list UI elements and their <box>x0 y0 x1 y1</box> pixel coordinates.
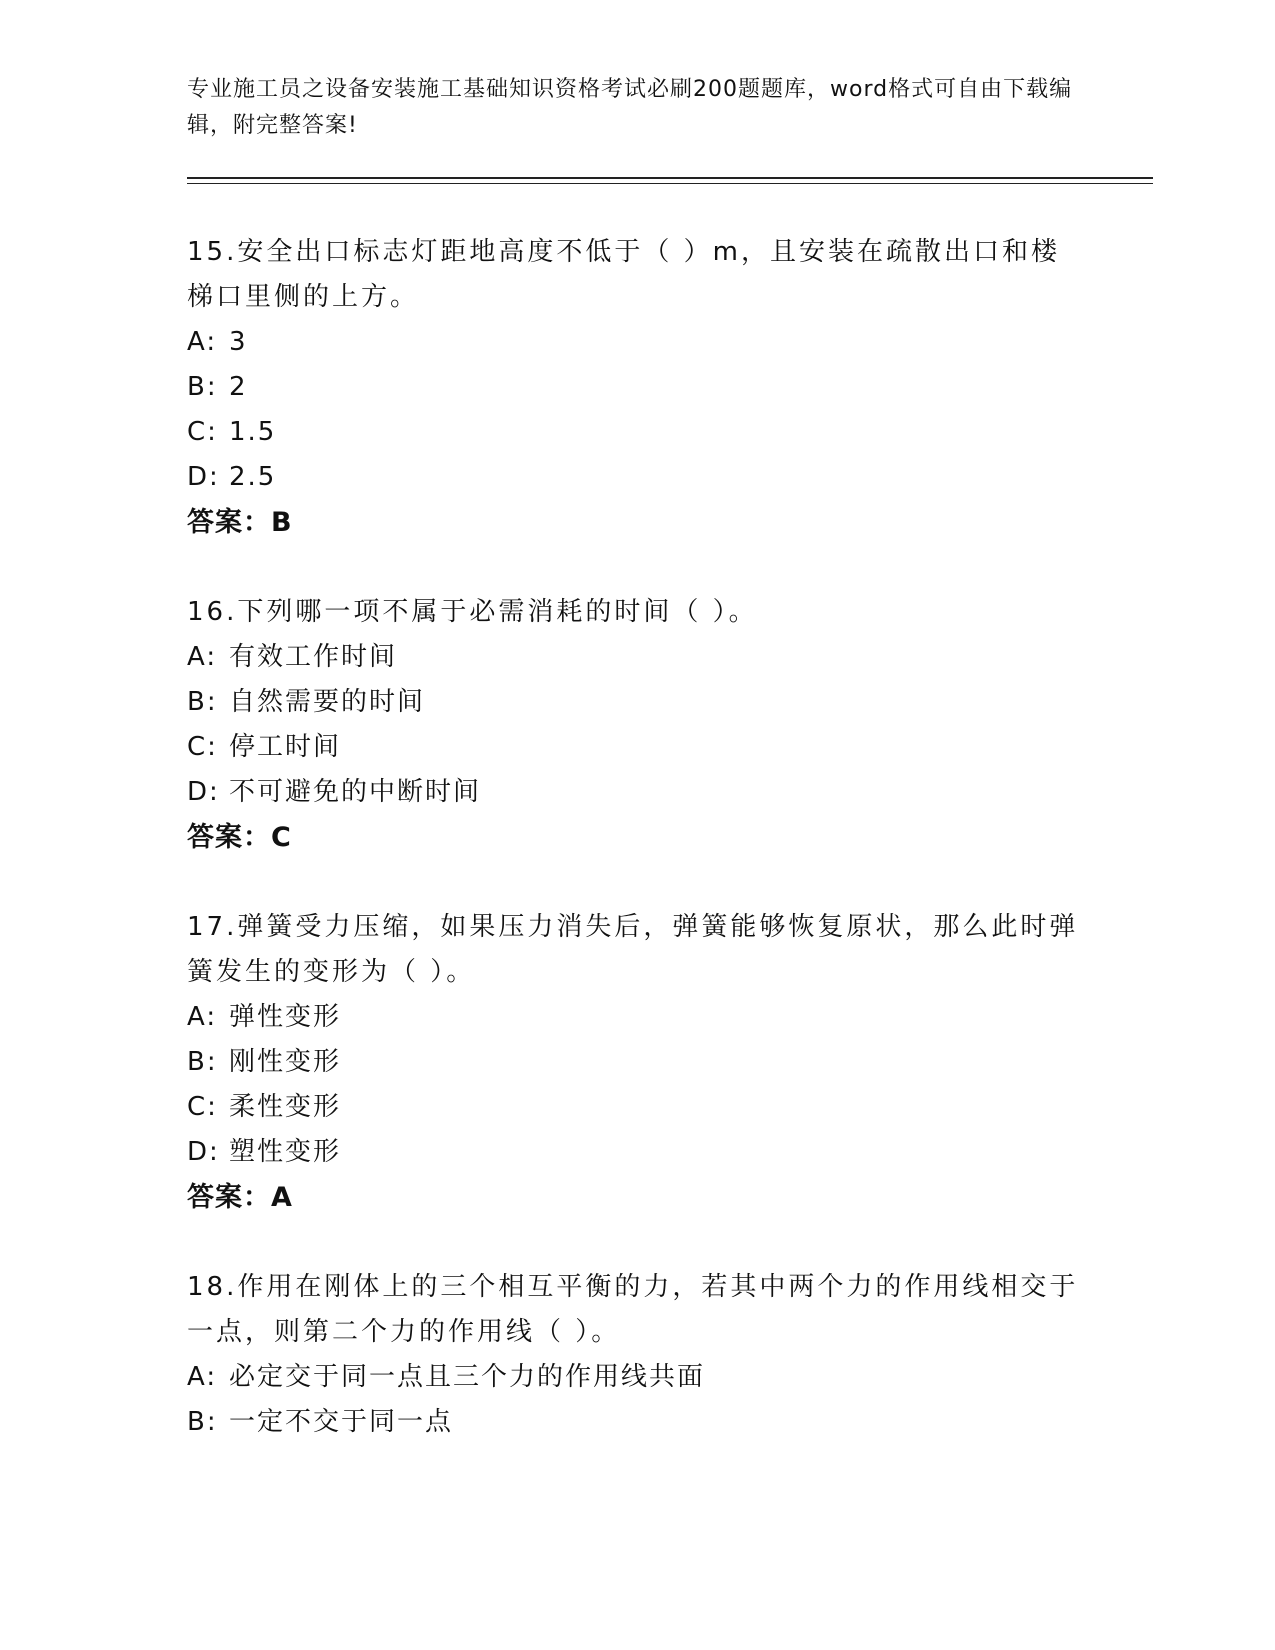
option-d <box>187 1130 1087 1175</box>
option-text: 3 <box>229 327 248 357</box>
option-letter: D: <box>187 777 220 807</box>
option-text: 刚性变形 <box>229 1047 342 1077</box>
question-text: 15.安全出口标志灯距地高度不低于（ ）m，且安装在疏散出口和楼梯口里侧的上方。 <box>187 237 1060 312</box>
option-c <box>187 410 1087 455</box>
option-a <box>187 995 1087 1040</box>
option-text: 弹性变形 <box>229 1002 342 1032</box>
option-text: 有效工作时间 <box>229 642 398 672</box>
option-a <box>187 320 1087 365</box>
option-text: 停工时间 <box>229 732 342 762</box>
option-a <box>187 1355 1087 1400</box>
question-18 <box>187 1265 1087 1445</box>
question-15 <box>187 230 1087 546</box>
option-a <box>187 635 1087 680</box>
option-letter: B: <box>187 372 218 402</box>
answer: 答案：A <box>187 1182 293 1213</box>
option-letter: B: <box>187 687 218 717</box>
option-letter: C: <box>187 1092 218 1122</box>
option-b <box>187 680 1087 725</box>
option-d <box>187 455 1087 500</box>
option-text: 2 <box>229 372 248 402</box>
option-b <box>187 365 1087 410</box>
option-letter: C: <box>187 417 218 447</box>
answer: 答案：C <box>187 822 292 853</box>
header-rule-thick <box>187 177 1153 179</box>
header-rule-thin <box>187 183 1153 184</box>
answer: 答案：B <box>187 507 293 538</box>
option-text: 必定交于同一点且三个力的作用线共面 <box>229 1362 706 1392</box>
option-letter: D: <box>187 1137 220 1167</box>
question-16 <box>187 590 1087 861</box>
option-c <box>187 725 1087 770</box>
option-text: 一定不交于同一点 <box>229 1407 454 1437</box>
question-list <box>187 230 1087 1489</box>
document-header: 专业施工员之设备安装施工基础知识资格考试必刷200题题库，word格式可自由下载编辑，附完整答案! <box>187 77 1073 138</box>
option-letter: A: <box>187 1362 218 1392</box>
option-text: 自然需要的时间 <box>229 687 426 717</box>
question-text: 17.弹簧受力压缩，如果压力消失后，弹簧能够恢复原状，那么此时弹簧发生的变形为（ ）。 <box>187 912 1079 987</box>
option-b <box>187 1040 1087 1085</box>
option-b <box>187 1400 1087 1445</box>
question-text: 18.作用在刚体上的三个相互平衡的力，若其中两个力的作用线相交于一点，则第二个力的作用线（ ）。 <box>187 1272 1079 1347</box>
option-d <box>187 770 1087 815</box>
option-text: 塑性变形 <box>229 1137 342 1167</box>
option-text: 柔性变形 <box>229 1092 342 1122</box>
question-17 <box>187 905 1087 1221</box>
option-text: 2.5 <box>229 462 277 492</box>
option-letter: A: <box>187 327 218 357</box>
option-text: 不可避免的中断时间 <box>229 777 482 807</box>
question-text: 16.下列哪一项不属于必需消耗的时间（ ）。 <box>187 597 758 627</box>
option-letter: D: <box>187 462 220 492</box>
option-letter: A: <box>187 642 218 672</box>
option-letter: B: <box>187 1047 218 1077</box>
option-letter: C: <box>187 732 218 762</box>
option-c <box>187 1085 1087 1130</box>
option-letter: B: <box>187 1407 218 1437</box>
option-letter: A: <box>187 1002 218 1032</box>
option-text: 1.5 <box>229 417 277 447</box>
